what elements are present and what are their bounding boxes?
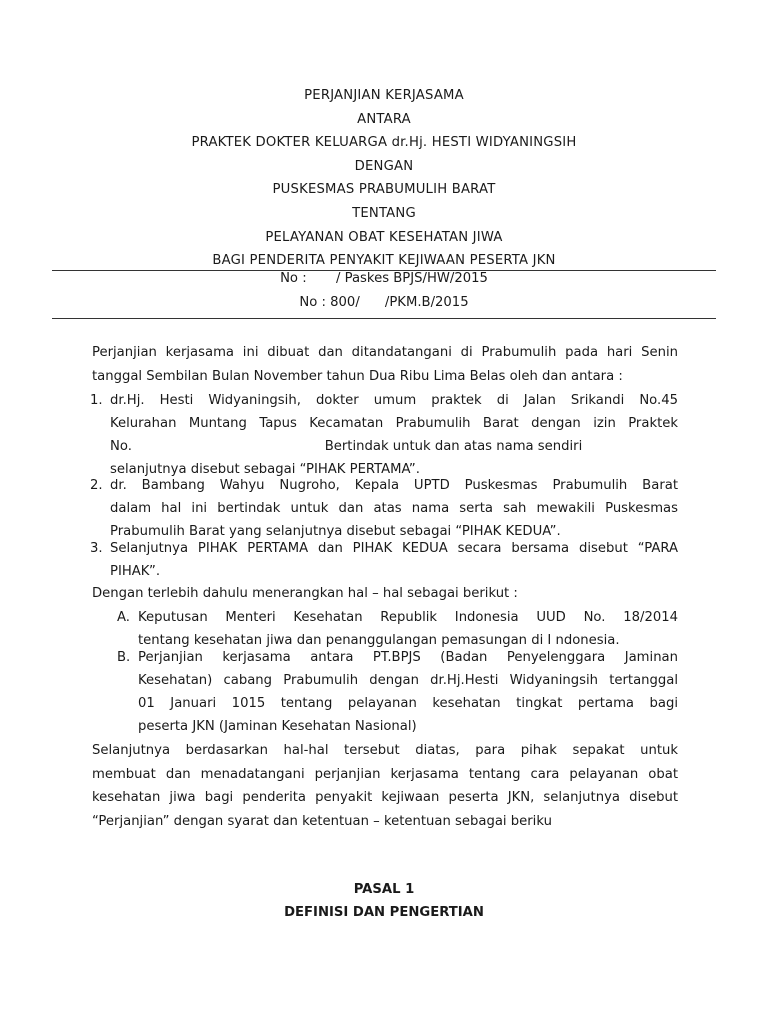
consideration-a-line-1: Keputusan Menteri Kesehatan Republik Indonesia UUD No. 18/2014 [138, 610, 678, 625]
agreement-line-1: Selanjutnya berdasarkan hal-hal tersebut diatas, para pihak sepakat untuk [92, 743, 678, 758]
party-2-marker: 2. [90, 478, 103, 493]
title-line-2: ANTARA [357, 111, 411, 127]
consideration-a-marker: A. [117, 610, 130, 625]
party-2-line-1: dr. Bambang Wahyu Nugroho, Kepala UPTD Puskesmas Prabumulih Barat [110, 478, 678, 493]
document-title-block [52, 84, 716, 273]
consideration-b-line-2: Kesehatan) cabang Prabumulih dengan dr.Hj.Hesti Widyaningsih tertanggal [138, 673, 678, 688]
header-divider-bottom [52, 318, 716, 319]
title-line-5: PUSKESMAS PRABUMULIH BARAT [272, 182, 496, 198]
party-1-marker: 1. [90, 393, 103, 408]
party-3-marker: 3. [90, 541, 103, 556]
party-1-line-3: No. Bertindak untuk dan atas nama sendiri [110, 439, 583, 454]
party-3-line-1: Selanjutnya PIHAK PERTAMA dan PIHAK KEDUA secara bersama disebut “PARA [110, 541, 678, 556]
consideration-b-line-1: Perjanjian kerjasama antara PT.BPJS (Badan Penyelenggara Jaminan [138, 650, 678, 665]
party-2-line-2: dalam hal ini bertindak untuk dan atas nama serta sah mewakili Puskesmas [110, 501, 678, 516]
pasal-title: PASAL 1 [353, 882, 415, 897]
intro-line-2: tanggal Sembilan Bulan November tahun Dua Ribu Lima Belas oleh dan antara : [92, 369, 623, 384]
agreement-line-3: kesehatan jiwa bagi penderita penyakit kejiwaan peserta JKN, selanjutnya disebut [92, 790, 678, 805]
party-2-line-3: Prabumulih Barat yang selanjutnya disebut sebagai “PIHAK KEDUA”. [110, 524, 561, 539]
consideration-b-marker: B. [117, 650, 131, 665]
title-line-8: BAGI PENDERITA PENYAKIT KEJIWAAN PESERTA JKN [212, 253, 556, 269]
party-1-line-4: selanjutnya disebut sebagai “PIHAK PERTAMA”. [110, 462, 420, 477]
intro-line-1: Perjanjian kerjasama ini dibuat dan ditandatangani di Prabumulih pada hari Senin [92, 345, 678, 360]
consideration-a-line-2: tentang kesehatan jiwa dan penanggulangan pemasungan di I ndonesia. [138, 633, 620, 648]
party-1-line-2: Kelurahan Muntang Tapus Kecamatan Prabumulih Barat dengan izin Praktek [110, 416, 678, 431]
considerations-intro: Dengan terlebih dahulu menerangkan hal – hal sebagai berikut : [92, 586, 518, 601]
document-number-pkm: No : 800/ /PKM.B/2015 [299, 295, 469, 310]
party-3-line-2: PIHAK”. [110, 564, 161, 579]
party-1-line-1: dr.Hj. Hesti Widyaningsih, dokter umum praktek di Jalan Srikandi No.45 [110, 393, 678, 408]
consideration-b-line-4: peserta JKN (Jaminan Kesehatan Nasional) [138, 719, 417, 734]
title-line-3: PRAKTEK DOKTER KELUARGA dr.Hj. HESTI WIDYANINGSIH [191, 135, 577, 151]
agreement-line-4: “Perjanjian” dengan syarat dan ketentuan – ketentuan sebagai beriku [92, 814, 552, 829]
consideration-b-line-3: 01 Januari 1015 tentang pelayanan kesehatan tingkat pertama bagi [138, 696, 678, 711]
title-line-6: TENTANG [352, 205, 416, 221]
title-line-4: DENGAN [354, 158, 414, 174]
document-number-paskes: No : / Paskes BPJS/HW/2015 [280, 271, 488, 286]
title-line-7: PELAYANAN OBAT KESEHATAN JIWA [265, 229, 503, 245]
agreement-line-2: membuat dan menadatangani perjanjian kerjasama tentang cara pelayanan obat [92, 767, 678, 782]
pasal-subtitle: DEFINISI DAN PENGERTIAN [284, 905, 484, 920]
title-line-1: PERJANJIAN KERJASAMA [304, 88, 464, 103]
